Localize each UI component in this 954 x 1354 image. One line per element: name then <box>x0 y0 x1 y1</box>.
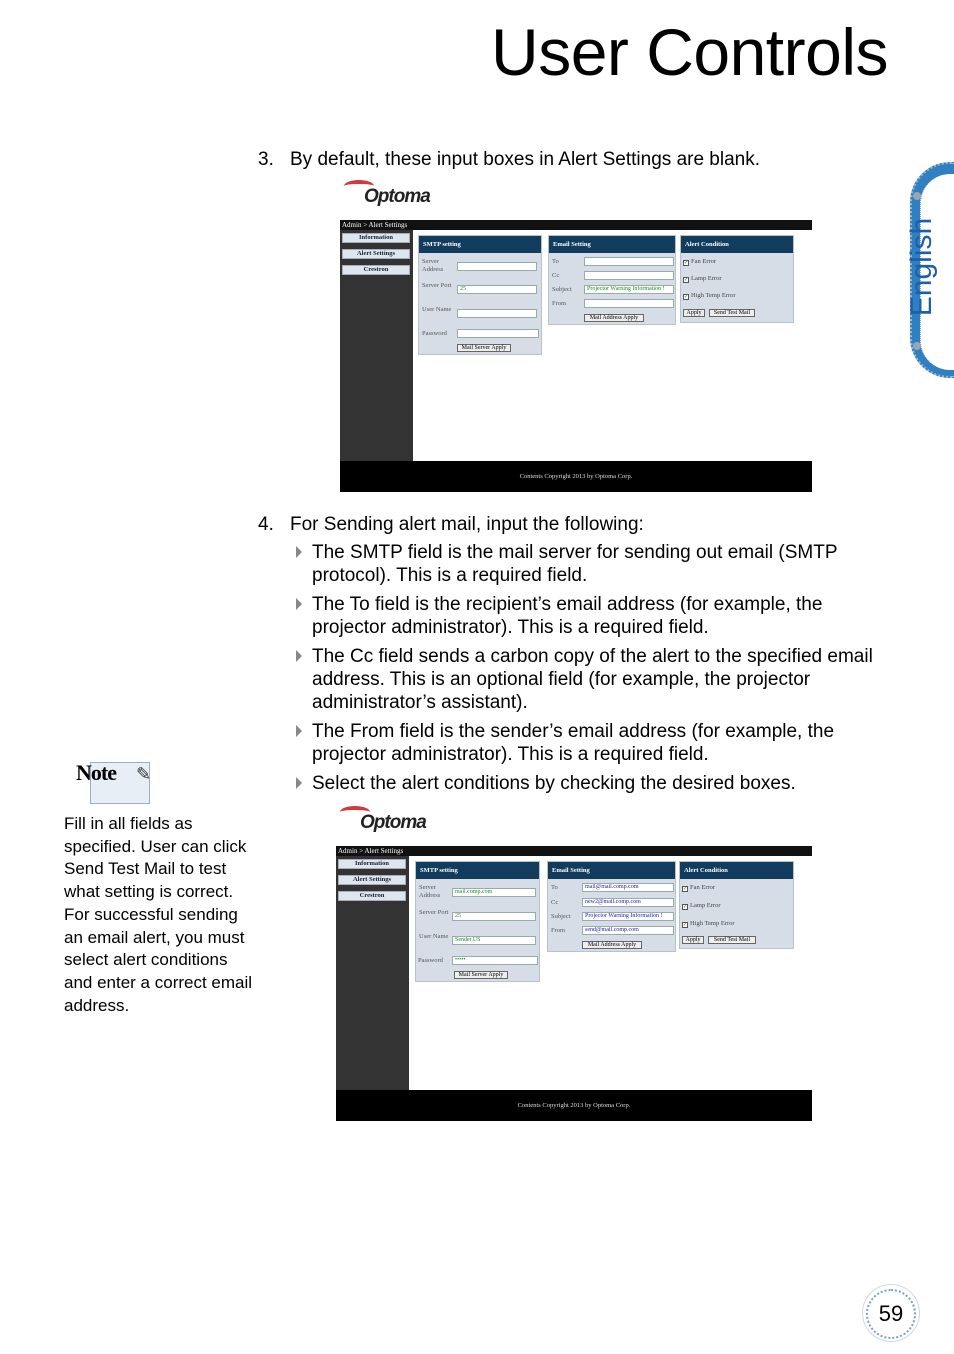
breadcrumb: Admin > Alert Settings <box>336 846 812 856</box>
alert-settings-screenshot-filled <box>336 846 812 1121</box>
server-address-label: Server Address <box>419 884 441 899</box>
pencil-icon: ✎ <box>136 764 152 784</box>
note-label: Note <box>76 760 116 785</box>
to-field[interactable]: mail@mail.comp.com <box>582 883 674 892</box>
optoma-logo: Optoma <box>364 186 430 208</box>
subject-field[interactable]: Projector Warning Information ! <box>582 912 674 921</box>
smtp-panel <box>418 235 542 355</box>
page-number: 59 <box>878 1301 904 1326</box>
bullet-item: Select the alert conditions by checking the desired boxes. <box>296 772 886 795</box>
user-name-label: User Name <box>419 933 449 940</box>
server-address-field[interactable] <box>457 262 537 271</box>
from-label: From <box>551 927 566 934</box>
fan-error-checkbox[interactable]: ✓ Fan Error <box>684 258 717 266</box>
alert-title: Alert Condition <box>680 862 793 879</box>
cc-label: Cc <box>552 272 560 279</box>
server-port-field[interactable]: 25 <box>452 912 536 921</box>
arrow-icon <box>296 598 302 610</box>
copyright-footer: Contents Copyright 2013 by Optoma Corp. <box>340 461 812 492</box>
high-temp-error-label: High Temp Error <box>690 920 735 927</box>
apply-button[interactable]: Apply <box>683 309 705 317</box>
email-panel <box>548 235 676 325</box>
high-temp-error-label: High Temp Error <box>691 292 736 299</box>
password-field[interactable] <box>457 329 539 338</box>
step-3 <box>258 148 760 171</box>
to-label: To <box>551 884 558 891</box>
email-title: Email Setting <box>549 236 675 253</box>
language-label: English <box>905 217 938 317</box>
smtp-panel <box>415 861 540 982</box>
password-label: Password <box>422 330 447 337</box>
server-port-label: Server Port <box>419 909 449 916</box>
fan-error-checkbox[interactable]: ✓ Fan Error <box>683 884 716 892</box>
tab-dot-bottom <box>913 342 921 350</box>
note-body: Fill in all fields as specified. User can click Send Test Mail to test what setting is correct. For successful sending an email alert, you must select alert conditions and enter a correct email address. <box>64 814 253 1015</box>
to-field[interactable] <box>584 257 674 266</box>
fan-error-label: Fan Error <box>690 884 716 891</box>
lamp-error-checkbox[interactable]: ✓ Lamp Error <box>684 275 722 283</box>
page-title: User Controls <box>491 15 888 89</box>
password-label: Password <box>418 957 443 964</box>
arrow-icon <box>296 546 302 558</box>
menu-item-crestron[interactable]: Crestron <box>338 891 406 901</box>
mail-address-apply-button[interactable]: Mail Address Apply <box>584 314 644 322</box>
from-field[interactable]: send@mail.comp.com <box>582 926 674 935</box>
menu-item-crestron[interactable]: Crestron <box>342 265 410 275</box>
alert-panel <box>679 861 794 949</box>
smtp-title: SMTP setting <box>416 862 539 879</box>
arrow-icon <box>296 650 302 662</box>
arrow-icon <box>296 777 302 789</box>
send-test-mail-button[interactable]: Send Test Mail <box>708 936 756 944</box>
bullet-item: The SMTP field is the mail server for sending out email (SMTP protocol). This is a required field. <box>296 541 886 587</box>
menu-item-alert-settings[interactable]: Alert Settings <box>342 249 410 259</box>
page-number-badge <box>866 1289 916 1339</box>
server-address-field[interactable]: mail.comp.com <box>452 888 536 897</box>
high-temp-error-checkbox[interactable]: ✓ High Temp Error <box>684 292 736 300</box>
cc-field[interactable]: new2@mail.comp.com <box>582 898 674 907</box>
email-title: Email Setting <box>548 862 675 879</box>
bullet-list <box>296 541 886 801</box>
cc-label: Cc <box>551 899 559 906</box>
lamp-error-checkbox[interactable]: ✓ Lamp Error <box>683 902 721 910</box>
mail-server-apply-button[interactable]: Mail Server Apply <box>457 344 511 352</box>
user-name-label: User Name <box>422 306 452 313</box>
user-name-field[interactable] <box>457 309 537 318</box>
bullet-item: The From field is the sender’s email address (for example, the projector administrator). This is a required field. <box>296 720 886 766</box>
from-label: From <box>552 300 567 307</box>
subject-label: Subject <box>552 286 572 293</box>
mail-server-apply-button[interactable]: Mail Server Apply <box>454 971 508 979</box>
high-temp-error-checkbox[interactable]: ✓ High Temp Error <box>683 920 735 928</box>
server-address-label: Server Address <box>422 258 444 273</box>
copyright-footer: Contents Copyright 2013 by Optoma Corp. <box>336 1090 812 1121</box>
apply-button[interactable]: Apply <box>682 936 704 944</box>
step-number: 4. <box>258 514 274 535</box>
menu-item-information[interactable]: Information <box>342 233 410 243</box>
step-number: 3. <box>258 149 274 170</box>
menu-item-information[interactable]: Information <box>338 859 406 869</box>
send-test-mail-button[interactable]: Send Test Mail <box>709 309 755 317</box>
password-field[interactable]: ••••• <box>452 956 538 965</box>
to-label: To <box>552 258 559 265</box>
mail-address-apply-button[interactable]: Mail Address Apply <box>582 941 642 949</box>
smtp-title: SMTP setting <box>419 236 541 253</box>
lamp-error-label: Lamp Error <box>691 275 722 282</box>
from-field[interactable] <box>584 299 674 308</box>
alert-panel <box>680 235 794 323</box>
menu-item-alert-settings[interactable]: Alert Settings <box>338 875 406 885</box>
alert-settings-screenshot-blank <box>340 220 812 492</box>
optoma-logo: Optoma <box>360 812 426 834</box>
sidebar <box>336 856 409 1090</box>
lamp-error-label: Lamp Error <box>690 902 721 909</box>
step-text: For Sending alert mail, input the following: <box>290 514 644 535</box>
server-port-field[interactable]: 25 <box>457 285 537 294</box>
subject-field[interactable]: Projector Warning Information ! <box>584 285 674 294</box>
cc-field[interactable] <box>584 271 674 280</box>
bullet-item: The Cc field sends a carbon copy of the alert to the specified email address. This is an optional field (for example, the projector administrator’s assistant). <box>296 645 886 714</box>
step-text: By default, these input boxes in Alert Settings are blank. <box>290 149 761 170</box>
arrow-icon <box>296 725 302 737</box>
alert-title: Alert Condition <box>681 236 793 253</box>
sidebar <box>340 230 413 461</box>
step-4 <box>258 513 644 536</box>
fan-error-label: Fan Error <box>691 258 717 265</box>
tab-dot-top <box>913 192 921 200</box>
server-port-label: Server Port <box>422 282 452 289</box>
breadcrumb: Admin > Alert Settings <box>340 220 812 230</box>
subject-label: Subject <box>551 913 571 920</box>
email-panel <box>547 861 676 952</box>
bullet-item: The To field is the recipient’s email address (for example, the projector administrator). This is a required field. <box>296 593 886 639</box>
user-name-field[interactable]: Sender.US <box>452 936 536 945</box>
